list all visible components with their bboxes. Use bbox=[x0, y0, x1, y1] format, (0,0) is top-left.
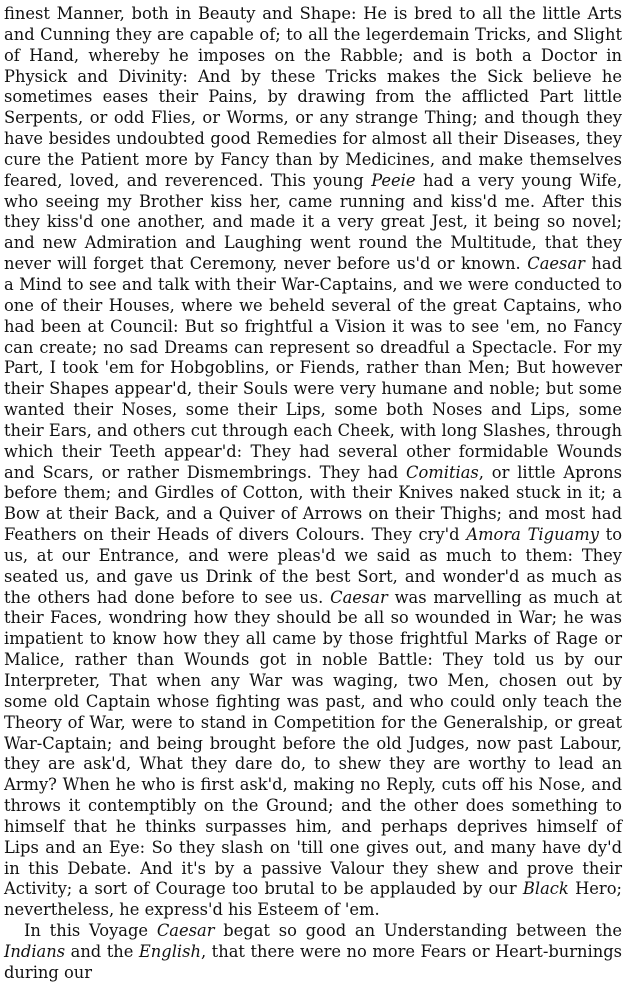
text-segment: In this Voyage bbox=[24, 921, 157, 941]
text-segment: , or little Aprons before them; and Girdles of Cotton, with their Knives naked stuck in it; a Bow at their Back, and a Quiver of Arrows on their Thighs; and most had Feathers on their Heads of divers Colours. They cry'd bbox=[4, 462, 622, 545]
italic-text-segment: Caesar bbox=[330, 587, 388, 607]
text-segment: , that there were no more Fears or Heart-burnings during our bbox=[4, 941, 623, 982]
italic-text-segment: Amora Tiguamy bbox=[466, 525, 599, 545]
text-segment: finest Manner, both in Beauty and Shape: He is bred to all the little Arts and Cunning they are capable of; to all the legerdemain Tricks, and Slight of Hand, whereby he imposes on the Rabble; and is both a Doctor in Physick and Divinity: And by these Tricks makes the Sick believe he sometimes eases their Pains, by drawing from the afflicted Part little Serpents, or odd Flies, or Worms, or any strange Thing; and though they have besides undoubted good Remedies for almost all their Diseases, they cure the Patient more by Fancy than by Medicines, and make themselves feared, loved, and reverenced. This young bbox=[4, 4, 622, 190]
text-segment: begat so good an Understanding between the bbox=[214, 921, 622, 941]
italic-text-segment: English bbox=[138, 941, 201, 961]
text-segment: was marvelling as much at their Faces, wondring how they should be all so wounded in War; he was impatient to know how they all came by those frightful Marks of Rage or Malice, rather than Wounds got in noble Battle: They told us by our Interpreter, That when any War was waging, two Men, chosen out by some old Captain whose fighting was past, and who could only teach the Theory of War, were to stand in Competition for the Generalship, or great War-Captain; and being brought before the old Judges, now past Labour, they are ask'd, What they dare do, to shew they are worthy to lead an Army? When he who is first ask'd, making no Reply, cuts off his Nose, and throws it contemptibly on the Ground; and the other does something to himself that he thinks surpasses him, and perhaps deprives himself of Lips and an Eye: So they slash on 'till one gives out, and many have dy'd in this Debate. And it's by a passive Valour they shew and prove their Activity; a sort of Courage too brutal to be applauded by our bbox=[4, 587, 623, 899]
italic-text-segment: Caesar bbox=[527, 254, 585, 274]
italic-text-segment: Peeie bbox=[371, 170, 416, 190]
italic-text-segment: Indians bbox=[4, 941, 66, 961]
text-segment: and the bbox=[65, 941, 139, 961]
italic-text-segment: Black bbox=[522, 879, 569, 899]
text-segment: had a Mind to see and talk with their War-Captains, and we were conducted to one of their Houses, where we beheld several of the great Captains, who had been at Council: But so frightful a Vision it was to see 'em, no Fancy can create; no sad Dreams can represent so dreadful a Spectacle. For my Part, I took 'em for Hobgoblins, or Fiends, rather than Men; But however their Shapes appear'd, their Souls were very humane and noble; but some wanted their Noses, some their Lips, some both Noses and Lips, some their Ears, and others cut through each Cheek, with long Slashes, through which their Teeth appear'd: They had several other formidable Wounds and Scars, or rather Dismembrings. They had bbox=[4, 254, 622, 482]
document-page bbox=[4, 4, 622, 984]
text-segment: had a very young Wife, who seeing my Brother kiss her, came running and kiss'd me. After this they kiss'd one another, and made it a very great Jest, it being so novel; and new Admiration and Laughing went round the Multitude, that they never will forget that Ceremony, never before us'd or known. bbox=[4, 170, 622, 274]
italic-text-segment: Caesar bbox=[156, 921, 215, 941]
text-segment: to us, at our Entrance, and were pleas'd we said as much to them: They seated us, and gave us Drink of the best Sort, and wonder'd as much as the others had done before to see us. bbox=[4, 525, 623, 607]
paragraph-2 bbox=[4, 921, 622, 984]
text-segment: Hero; nevertheless, he express'd his Esteem of 'em. bbox=[4, 879, 622, 920]
italic-text-segment: Comitias bbox=[406, 462, 479, 482]
paragraph-1 bbox=[4, 4, 622, 921]
